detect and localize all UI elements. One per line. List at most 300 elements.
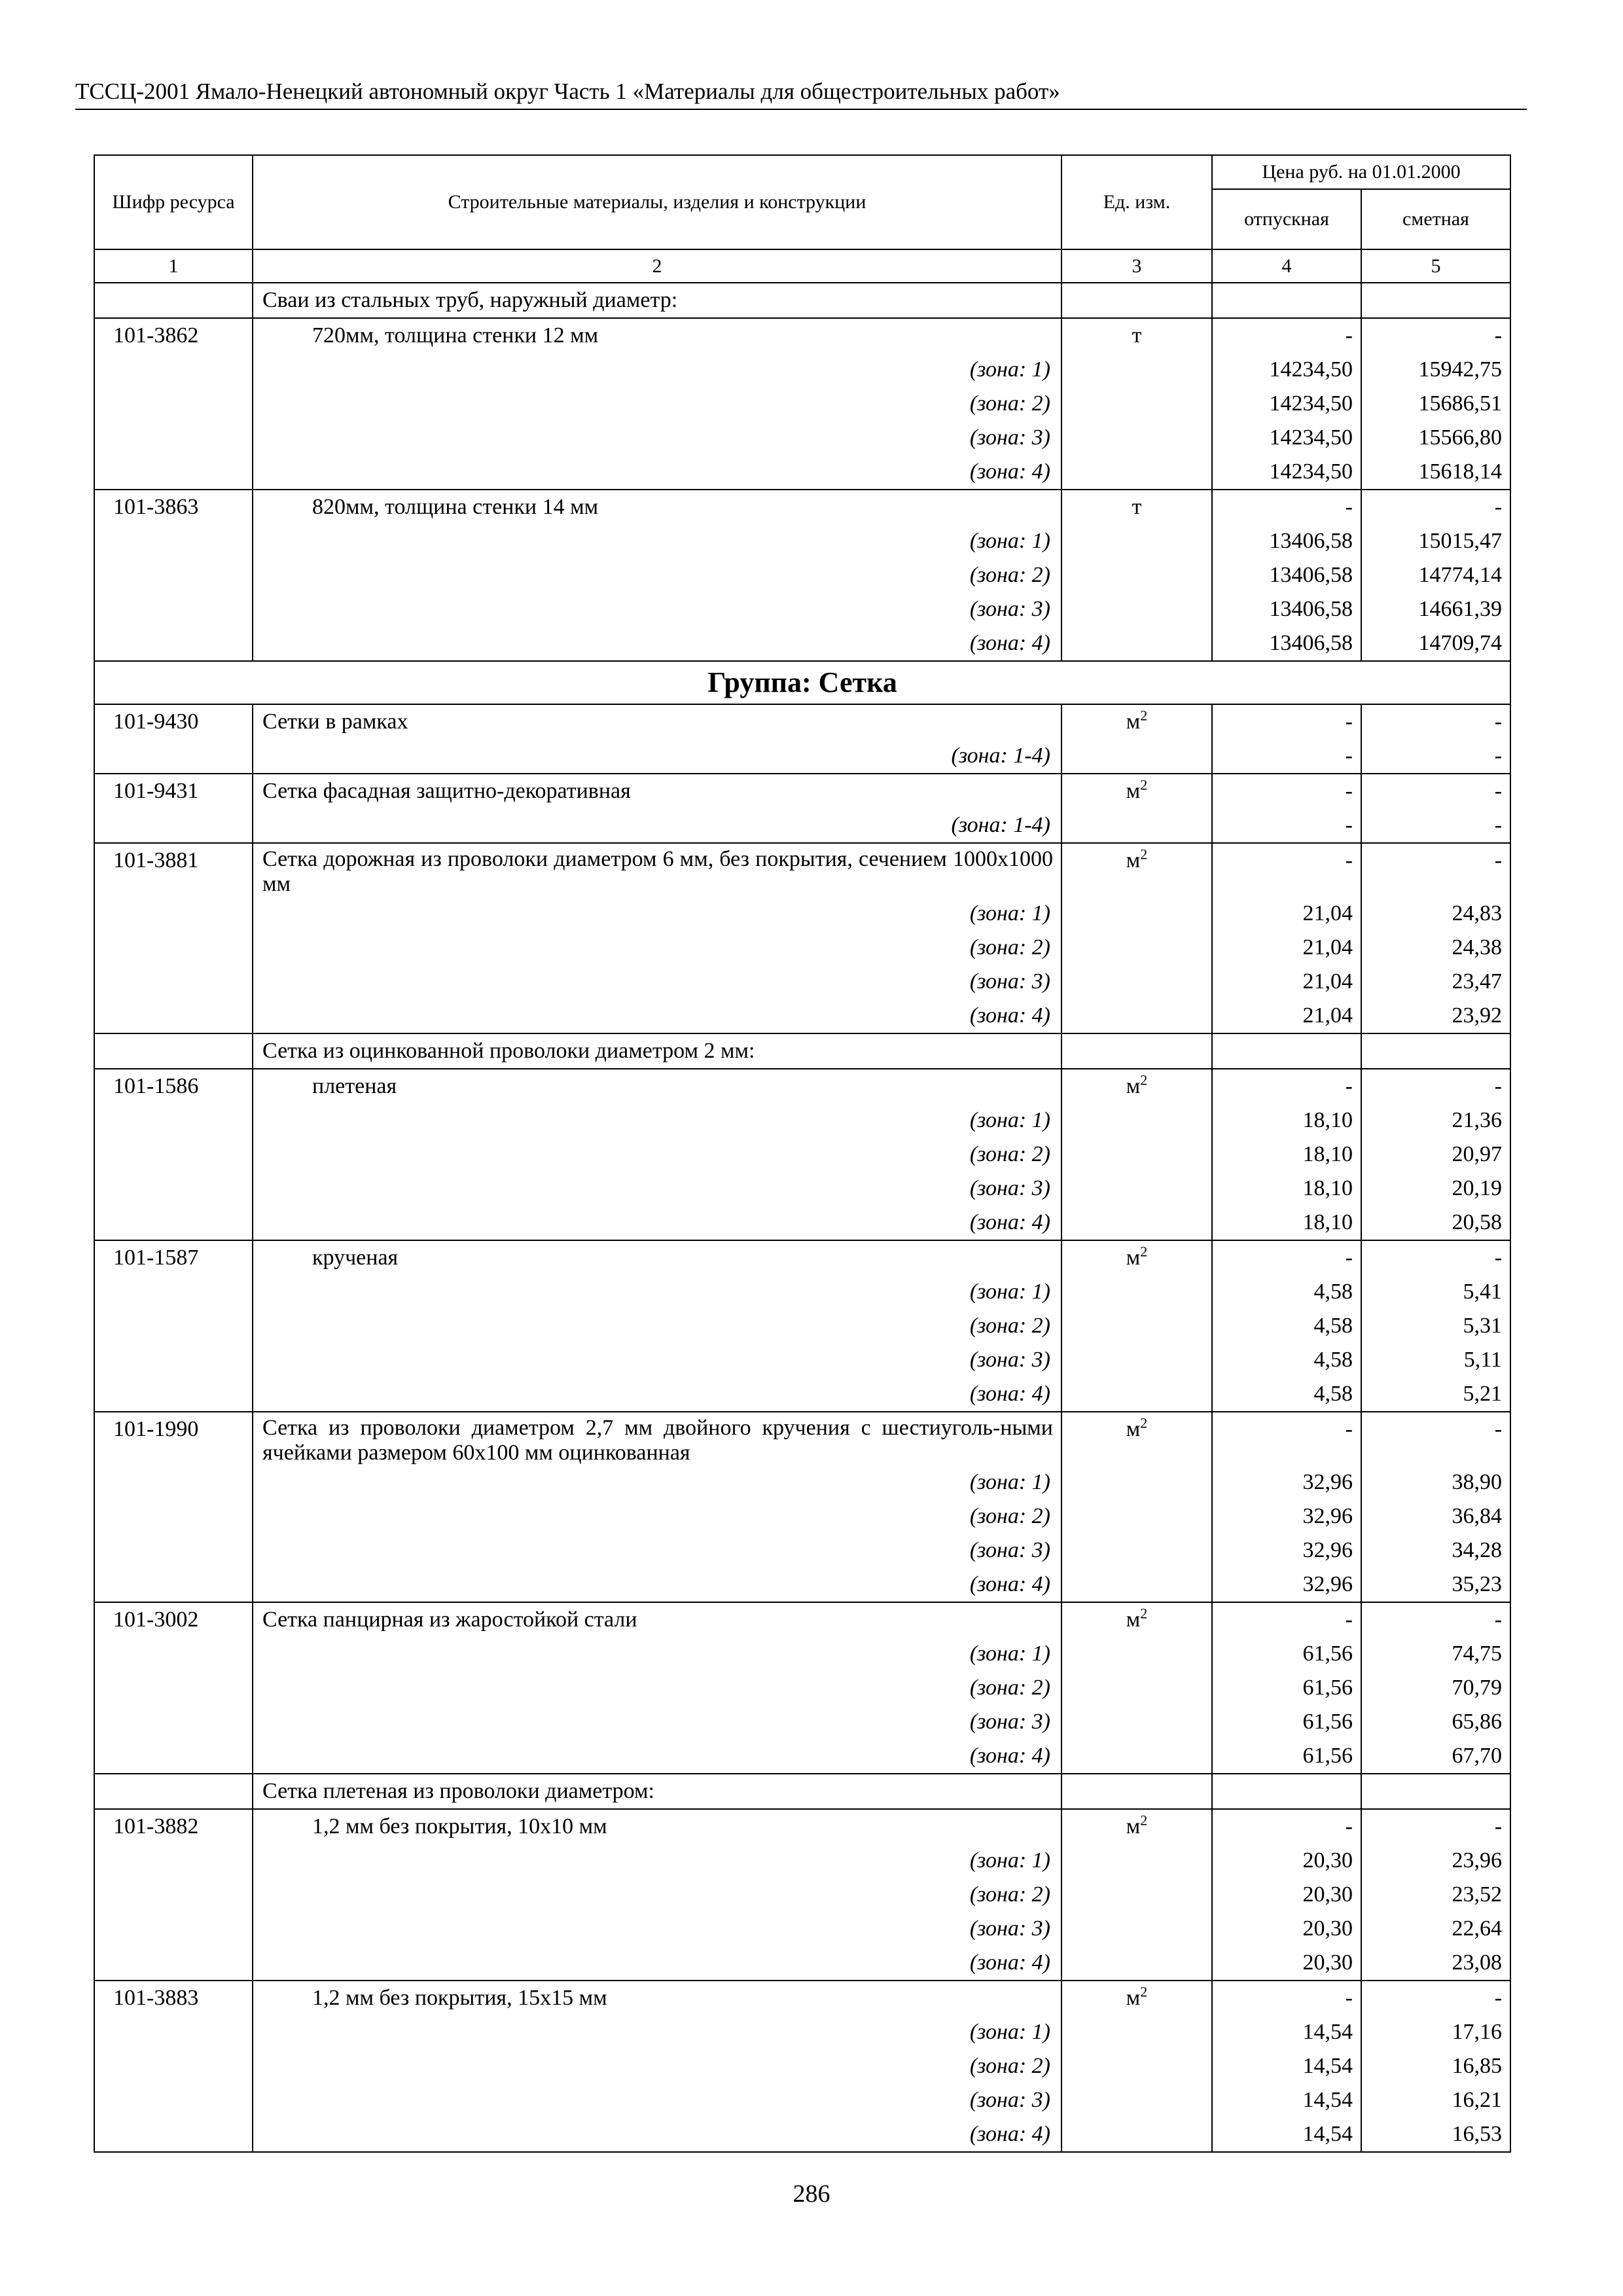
unit-text: м: [1126, 848, 1141, 872]
resource-code: 101-3882: [94, 1809, 253, 1844]
column-number: 1: [94, 249, 253, 283]
zone-row: [94, 455, 1510, 490]
zone-label: (зона: 3): [253, 965, 1061, 999]
resource-code: 101-3883: [94, 1981, 253, 2015]
zone-row: [94, 1103, 1510, 1138]
zone-label: (зона: 4): [253, 2117, 1061, 2152]
resource-name: крученая: [253, 1240, 1061, 1275]
unit-cell: [1061, 387, 1212, 421]
zone-row: [94, 1138, 1510, 1172]
estimate-price: 15686,51: [1361, 387, 1510, 421]
group-heading: Группа: Сетка: [94, 661, 1510, 704]
code-cell: [94, 999, 253, 1033]
code-cell: [94, 1534, 253, 1568]
unit-cell: [1061, 965, 1212, 999]
code-cell: [94, 1637, 253, 1671]
code-cell: [94, 626, 253, 661]
code-cell: [94, 739, 253, 774]
unit-exponent: 2: [1140, 1812, 1148, 1829]
release-price: -: [1212, 739, 1361, 774]
unit-cell: [1061, 1069, 1212, 1103]
code-cell: [94, 1671, 253, 1705]
estimate-price: -: [1361, 774, 1510, 808]
code-cell: [94, 1774, 253, 1809]
zone-label: (зона: 4): [253, 1568, 1061, 1602]
release-price: -: [1212, 1981, 1361, 2015]
code-cell: [94, 965, 253, 999]
zone-row: [94, 524, 1510, 558]
zone-row: [94, 1671, 1510, 1705]
release-price: 32,96: [1212, 1568, 1361, 1602]
zone-label: (зона: 3): [253, 2083, 1061, 2117]
unit-cell: [1061, 490, 1212, 524]
release-price: 18,10: [1212, 1103, 1361, 1138]
estimate-price: 17,16: [1361, 2015, 1510, 2049]
release-price: 4,58: [1212, 1275, 1361, 1309]
release-price: 13406,58: [1212, 558, 1361, 592]
zone-label: (зона: 1): [253, 1465, 1061, 1499]
zone-label: (зона: 1-4): [253, 739, 1061, 774]
zone-row: [94, 739, 1510, 774]
estimate-price: -: [1361, 1809, 1510, 1844]
unit-text: м: [1126, 1986, 1141, 2010]
release-price: 14234,50: [1212, 387, 1361, 421]
column-number: 2: [253, 249, 1061, 283]
unit-cell: [1061, 1412, 1212, 1465]
code-cell: [94, 524, 253, 558]
header-release-price: отпускная: [1212, 189, 1361, 249]
resource-row: [94, 318, 1510, 353]
zone-label: (зона: 2): [253, 558, 1061, 592]
estimate-price: 21,36: [1361, 1103, 1510, 1138]
estimate-price: 23,96: [1361, 1844, 1510, 1878]
release-price: -: [1212, 1412, 1361, 1465]
estimate-price: -: [1361, 808, 1510, 843]
column-number: 5: [1361, 249, 1510, 283]
header-price: Цена руб. на 01.01.2000: [1212, 155, 1510, 189]
zone-label: (зона: 2): [253, 931, 1061, 965]
release-price: 20,30: [1212, 1878, 1361, 1912]
estimate-price: 23,92: [1361, 999, 1510, 1033]
estimate-price: 24,83: [1361, 897, 1510, 931]
zone-row: [94, 897, 1510, 931]
zone-row: [94, 931, 1510, 965]
code-cell: [94, 1465, 253, 1499]
estimate-price: 16,21: [1361, 2083, 1510, 2117]
zone-label: (зона: 3): [253, 1343, 1061, 1377]
code-cell: [94, 2117, 253, 2152]
estimate-price: 14774,14: [1361, 558, 1510, 592]
zone-label: (зона: 4): [253, 1377, 1061, 1412]
zone-label: (зона: 3): [253, 421, 1061, 455]
resource-row: [94, 1240, 1510, 1275]
zone-label: (зона: 2): [253, 387, 1061, 421]
resource-row: [94, 1069, 1510, 1103]
resource-name: Сетка панцирная из жаростойкой стали: [253, 1602, 1061, 1637]
unit-text: м: [1126, 709, 1141, 734]
estimate-price: 16,85: [1361, 2049, 1510, 2083]
release-price: 4,58: [1212, 1343, 1361, 1377]
unit-text: м: [1126, 779, 1141, 803]
zone-label: (зона: 2): [253, 1878, 1061, 1912]
release-price: 13406,58: [1212, 524, 1361, 558]
unit-text: м: [1126, 1246, 1141, 1270]
estimate-price: 67,70: [1361, 1739, 1510, 1774]
release-price: 14,54: [1212, 2117, 1361, 2152]
code-cell: [94, 1033, 253, 1069]
zone-label: (зона: 1): [253, 1844, 1061, 1878]
unit-exponent: 2: [1140, 1414, 1148, 1431]
resource-name: 820мм, толщина стенки 14 мм: [253, 490, 1061, 524]
header-estimate-price: сметная: [1361, 189, 1510, 249]
code-cell: [94, 353, 253, 387]
resource-code: 101-9430: [94, 704, 253, 739]
unit-cell: [1061, 1568, 1212, 1602]
zone-label: (зона: 1): [253, 2015, 1061, 2049]
release-price: 13406,58: [1212, 592, 1361, 626]
unit-cell: [1061, 1103, 1212, 1138]
code-cell: [94, 1912, 253, 1946]
resource-row: [94, 774, 1510, 808]
estimate-price: -: [1361, 704, 1510, 739]
estimate-price: 24,38: [1361, 931, 1510, 965]
release-price: 20,30: [1212, 1912, 1361, 1946]
resource-name: плетеная: [253, 1069, 1061, 1103]
zone-row: [94, 1343, 1510, 1377]
release-price: 14234,50: [1212, 455, 1361, 490]
zone-label: (зона: 1): [253, 1103, 1061, 1138]
header-name: Строительные материалы, изделия и конструкции: [253, 155, 1061, 249]
release-price: -: [1212, 774, 1361, 808]
estimate-price: 14709,74: [1361, 626, 1510, 661]
price-cell: [1212, 283, 1361, 318]
table-body: [94, 283, 1510, 2152]
unit-cell: [1061, 1499, 1212, 1534]
release-price: 20,30: [1212, 1844, 1361, 1878]
release-price: -: [1212, 490, 1361, 524]
code-cell: [94, 808, 253, 843]
resource-code: 101-3002: [94, 1602, 253, 1637]
column-number: 3: [1061, 249, 1212, 283]
release-price: 18,10: [1212, 1138, 1361, 1172]
release-price: 18,10: [1212, 1206, 1361, 1240]
release-price: 32,96: [1212, 1534, 1361, 1568]
resource-code: 101-1587: [94, 1240, 253, 1275]
code-cell: [94, 1878, 253, 1912]
zone-label: (зона: 1): [253, 1637, 1061, 1671]
unit-cell: [1061, 739, 1212, 774]
unit-cell: [1061, 1739, 1212, 1774]
unit-cell: [1061, 931, 1212, 965]
zone-row: [94, 1878, 1510, 1912]
unit-text: м: [1126, 1417, 1141, 1441]
unit-cell: [1061, 421, 1212, 455]
zone-row: [94, 558, 1510, 592]
unit-cell: [1061, 1033, 1212, 1069]
release-price: 32,96: [1212, 1465, 1361, 1499]
code-cell: [94, 1844, 253, 1878]
unit-cell: [1061, 1240, 1212, 1275]
zone-label: (зона: 4): [253, 1946, 1061, 1981]
estimate-price: 14661,39: [1361, 592, 1510, 626]
zone-row: [94, 1534, 1510, 1568]
zone-label: (зона: 3): [253, 1912, 1061, 1946]
unit-cell: [1061, 1534, 1212, 1568]
code-cell: [94, 1343, 253, 1377]
unit-cell: [1061, 774, 1212, 808]
estimate-price: -: [1361, 1069, 1510, 1103]
unit-cell: [1061, 626, 1212, 661]
code-cell: [94, 2015, 253, 2049]
unit-exponent: 2: [1140, 707, 1148, 724]
code-cell: [94, 1138, 253, 1172]
resource-code: 101-9431: [94, 774, 253, 808]
code-cell: [94, 558, 253, 592]
unit-cell: [1061, 1309, 1212, 1343]
unit-exponent: 2: [1140, 1983, 1148, 2000]
zone-label: (зона: 4): [253, 1739, 1061, 1774]
estimate-price: 15942,75: [1361, 353, 1510, 387]
zone-label: (зона: 4): [253, 455, 1061, 490]
unit-cell: [1061, 455, 1212, 490]
unit-cell: [1061, 1275, 1212, 1309]
zone-row: [94, 2049, 1510, 2083]
release-price: 61,56: [1212, 1705, 1361, 1739]
unit-cell: [1061, 353, 1212, 387]
resource-name: Сетка фасадная защитно-декоративная: [253, 774, 1061, 808]
estimate-price: 5,21: [1361, 1377, 1510, 1412]
code-cell: [94, 421, 253, 455]
unit-cell: [1061, 283, 1212, 318]
release-price: 18,10: [1212, 1172, 1361, 1206]
release-price: -: [1212, 1069, 1361, 1103]
code-cell: [94, 1568, 253, 1602]
zone-label: (зона: 1): [253, 353, 1061, 387]
page-header: ТССЦ-2001 Ямало-Ненецкий автономный округ Часть 1 «Материалы для общестроительных работ»: [75, 77, 1527, 110]
price-cell: [1361, 1033, 1510, 1069]
zone-row: [94, 626, 1510, 661]
zone-row: [94, 1637, 1510, 1671]
zone-label: (зона: 2): [253, 1499, 1061, 1534]
release-price: -: [1212, 704, 1361, 739]
zone-row: [94, 999, 1510, 1033]
zone-label: (зона: 3): [253, 592, 1061, 626]
unit-cell: [1061, 524, 1212, 558]
code-cell: [94, 592, 253, 626]
zone-row: [94, 421, 1510, 455]
code-cell: [94, 283, 253, 318]
zone-row: [94, 1275, 1510, 1309]
unit-cell: [1061, 897, 1212, 931]
release-price: -: [1212, 1602, 1361, 1637]
unit-cell: [1061, 2049, 1212, 2083]
unit-exponent: 2: [1140, 1071, 1148, 1088]
zone-label: (зона: 2): [253, 1138, 1061, 1172]
unit-cell: [1061, 1912, 1212, 1946]
estimate-price: 23,52: [1361, 1878, 1510, 1912]
release-price: 61,56: [1212, 1637, 1361, 1671]
release-price: 4,58: [1212, 1309, 1361, 1343]
unit-text: м: [1126, 1074, 1141, 1098]
estimate-price: -: [1361, 1240, 1510, 1275]
price-table: [94, 154, 1511, 2153]
zone-row: [94, 1912, 1510, 1946]
column-number: 4: [1212, 249, 1361, 283]
estimate-price: -: [1361, 739, 1510, 774]
code-cell: [94, 1103, 253, 1138]
release-price: 32,96: [1212, 1499, 1361, 1534]
zone-row: [94, 1499, 1510, 1534]
code-cell: [94, 1377, 253, 1412]
release-price: 14234,50: [1212, 421, 1361, 455]
resource-row: [94, 1809, 1510, 1844]
zone-label: (зона: 1-4): [253, 808, 1061, 843]
unit-cell: [1061, 843, 1212, 897]
estimate-price: 15015,47: [1361, 524, 1510, 558]
group-heading-row: [94, 661, 1510, 704]
unit-cell: [1061, 2083, 1212, 2117]
unit-cell: [1061, 318, 1212, 353]
code-cell: [94, 931, 253, 965]
estimate-price: 35,23: [1361, 1568, 1510, 1602]
unit-cell: [1061, 704, 1212, 739]
resource-name: Сетка дорожная из проволоки диаметром 6 мм, без покрытия, сечением 1000х1000 мм: [253, 843, 1061, 897]
unit-cell: [1061, 1465, 1212, 1499]
code-cell: [94, 1705, 253, 1739]
unit-cell: [1061, 558, 1212, 592]
page-number: 286: [793, 2180, 830, 2208]
code-cell: [94, 1206, 253, 1240]
resource-row: [94, 843, 1510, 897]
zone-label: (зона: 2): [253, 1671, 1061, 1705]
unit-cell: [1061, 1844, 1212, 1878]
unit-text: м: [1126, 1814, 1141, 1839]
release-price: 61,56: [1212, 1739, 1361, 1774]
resource-name: Сетка из проволоки диаметром 2,7 мм двойного кручения с шестиуголь-ными ячейками размером 60х100 мм оцинкованная: [253, 1412, 1061, 1465]
resource-row: [94, 1412, 1510, 1465]
release-price: 21,04: [1212, 965, 1361, 999]
estimate-price: 65,86: [1361, 1705, 1510, 1739]
unit-cell: [1061, 1671, 1212, 1705]
resource-row: [94, 1981, 1510, 2015]
unit-cell: [1061, 1878, 1212, 1912]
zone-row: [94, 1705, 1510, 1739]
resource-name: 1,2 мм без покрытия, 10х10 мм: [253, 1809, 1061, 1844]
zone-row: [94, 1309, 1510, 1343]
estimate-price: 15566,80: [1361, 421, 1510, 455]
zone-row: [94, 1377, 1510, 1412]
zone-row: [94, 2015, 1510, 2049]
unit-cell: [1061, 1172, 1212, 1206]
header-unit: Ед. изм.: [1061, 155, 1212, 249]
unit-cell: [1061, 1377, 1212, 1412]
release-price: 14,54: [1212, 2015, 1361, 2049]
estimate-price: -: [1361, 1412, 1510, 1465]
code-cell: [94, 387, 253, 421]
resource-code: 101-3862: [94, 318, 253, 353]
code-cell: [94, 1309, 253, 1343]
resource-code: 101-3863: [94, 490, 253, 524]
resource-name: Сетки в рамках: [253, 704, 1061, 739]
estimate-price: 20,19: [1361, 1172, 1510, 1206]
price-cell: [1361, 283, 1510, 318]
price-cell: [1212, 1033, 1361, 1069]
code-cell: [94, 455, 253, 490]
unit-cell: [1061, 1705, 1212, 1739]
resource-row: [94, 1602, 1510, 1637]
estimate-price: 36,84: [1361, 1499, 1510, 1534]
estimate-price: 5,11: [1361, 1343, 1510, 1377]
code-cell: [94, 1739, 253, 1774]
zone-row: [94, 1206, 1510, 1240]
release-price: -: [1212, 843, 1361, 897]
zone-row: [94, 1739, 1510, 1774]
unit-exponent: 2: [1140, 1605, 1148, 1622]
release-price: -: [1212, 318, 1361, 353]
unit-cell: [1061, 1206, 1212, 1240]
subheading-text: Сваи из стальных труб, наружный диаметр:: [253, 283, 1061, 318]
unit-cell: [1061, 1809, 1212, 1844]
estimate-price: 74,75: [1361, 1637, 1510, 1671]
unit-text: т: [1132, 323, 1142, 348]
code-cell: [94, 897, 253, 931]
subheading-text: Сетка плетеная из проволоки диаметром:: [253, 1774, 1061, 1809]
release-price: -: [1212, 808, 1361, 843]
unit-cell: [1061, 2117, 1212, 2152]
release-price: 14234,50: [1212, 353, 1361, 387]
zone-row: [94, 1844, 1510, 1878]
code-cell: [94, 2083, 253, 2117]
release-price: -: [1212, 1809, 1361, 1844]
resource-row: [94, 704, 1510, 739]
resource-name: 720мм, толщина стенки 12 мм: [253, 318, 1061, 353]
estimate-price: -: [1361, 318, 1510, 353]
zone-row: [94, 808, 1510, 843]
zone-row: [94, 1946, 1510, 1981]
release-price: 14,54: [1212, 2083, 1361, 2117]
zone-label: (зона: 4): [253, 1206, 1061, 1240]
zone-label: (зона: 3): [253, 1172, 1061, 1206]
unit-cell: [1061, 592, 1212, 626]
zone-row: [94, 2117, 1510, 2152]
release-price: -: [1212, 1240, 1361, 1275]
zone-row: [94, 353, 1510, 387]
estimate-price: 22,64: [1361, 1912, 1510, 1946]
zone-label: (зона: 1): [253, 897, 1061, 931]
zone-label: (зона: 1): [253, 1275, 1061, 1309]
estimate-price: 23,47: [1361, 965, 1510, 999]
code-cell: [94, 1946, 253, 1981]
unit-text: т: [1132, 495, 1142, 519]
estimate-price: 15618,14: [1361, 455, 1510, 490]
release-price: 14,54: [1212, 2049, 1361, 2083]
code-cell: [94, 2049, 253, 2083]
resource-row: [94, 490, 1510, 524]
unit-cell: [1061, 1602, 1212, 1637]
zone-row: [94, 592, 1510, 626]
unit-cell: [1061, 1637, 1212, 1671]
estimate-price: 38,90: [1361, 1465, 1510, 1499]
estimate-price: 23,08: [1361, 1946, 1510, 1981]
unit-cell: [1061, 1981, 1212, 2015]
zone-label: (зона: 1): [253, 524, 1061, 558]
price-cell: [1361, 1774, 1510, 1809]
unit-exponent: 2: [1140, 1243, 1148, 1260]
zone-row: [94, 2083, 1510, 2117]
release-price: 21,04: [1212, 931, 1361, 965]
estimate-price: -: [1361, 1981, 1510, 2015]
code-cell: [94, 1172, 253, 1206]
